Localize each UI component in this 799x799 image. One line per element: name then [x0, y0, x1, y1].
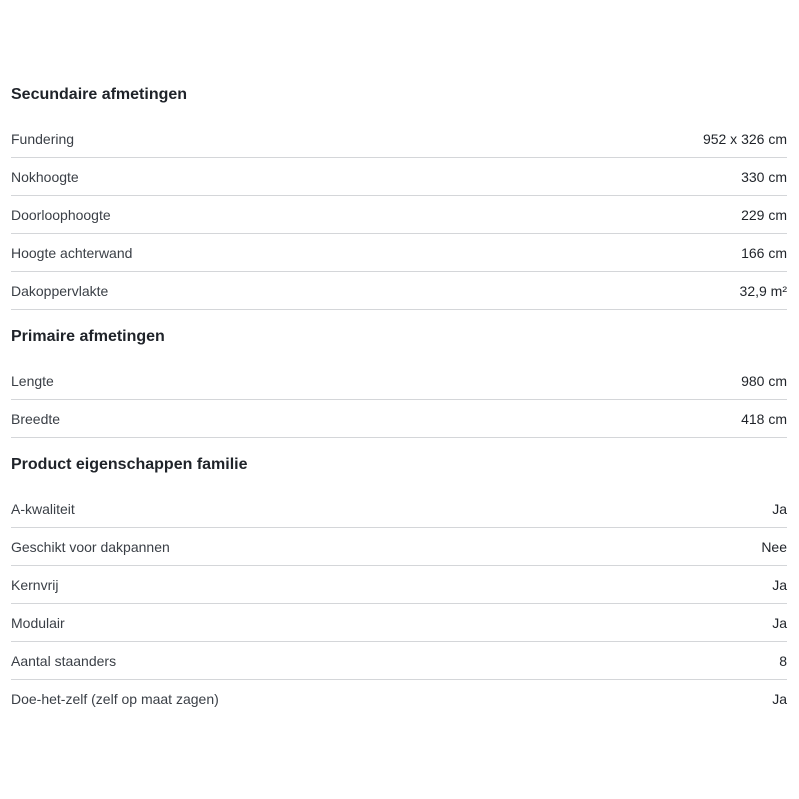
spec-label: Doe-het-zelf (zelf op maat zagen)	[11, 691, 219, 707]
spec-label: Modulair	[11, 614, 65, 631]
spec-row-doorloophoogte	[11, 196, 787, 234]
spec-value: Ja	[772, 500, 787, 517]
spec-row-nokhoogte	[11, 158, 787, 196]
spec-row-aantal-staanders	[11, 642, 787, 680]
spec-value: 32,9 m²	[739, 282, 787, 299]
spec-row-hoogte-achterwand	[11, 234, 787, 272]
spec-row-lengte	[11, 362, 787, 400]
spec-label: Dakoppervlakte	[11, 282, 109, 299]
spec-value: 330 cm	[741, 168, 787, 185]
spec-value: Ja	[772, 614, 787, 631]
spec-row-doe-het-zelf	[11, 680, 787, 718]
spec-row-dakoppervlakte	[11, 272, 787, 310]
section-title: Secundaire afmetingen	[11, 86, 188, 103]
spec-value: Ja	[772, 576, 787, 593]
section-product-properties	[11, 446, 787, 718]
spec-value: 418 cm	[741, 410, 787, 427]
spec-label: Aantal staanders	[11, 652, 117, 669]
spec-value: 166 cm	[741, 244, 787, 261]
spec-row-fundering	[11, 120, 787, 158]
spec-label: Kernvrij	[11, 576, 59, 593]
spec-value: 8	[779, 652, 787, 669]
spec-row-modulair	[11, 604, 787, 642]
spec-row-a-kwaliteit	[11, 490, 787, 528]
spec-value: Ja	[772, 691, 787, 707]
spec-value: 980 cm	[741, 372, 787, 389]
spec-label: Lengte	[11, 372, 54, 389]
section-title: Product eigenschappen familie	[11, 456, 248, 473]
section-secondary-dimensions	[11, 76, 787, 310]
spec-value: 229 cm	[741, 206, 787, 223]
spec-label: Breedte	[11, 410, 61, 427]
spec-row-kernvrij	[11, 566, 787, 604]
spec-row-breedte	[11, 400, 787, 438]
spec-label: Hoogte achterwand	[11, 244, 133, 261]
spec-value: 952 x 326 cm	[702, 130, 787, 147]
spec-label: A-kwaliteit	[11, 500, 75, 517]
specifications-panel	[11, 76, 787, 718]
spec-value: Nee	[761, 538, 787, 555]
spec-row-geschikt-voor-dakpannen	[11, 528, 787, 566]
spec-label: Fundering	[11, 130, 75, 147]
spec-label: Nokhoogte	[11, 168, 79, 185]
spec-label: Doorloophoogte	[11, 206, 111, 223]
spec-label: Geschikt voor dakpannen	[11, 538, 170, 555]
section-primary-dimensions	[11, 318, 787, 438]
section-title: Primaire afmetingen	[11, 328, 165, 345]
